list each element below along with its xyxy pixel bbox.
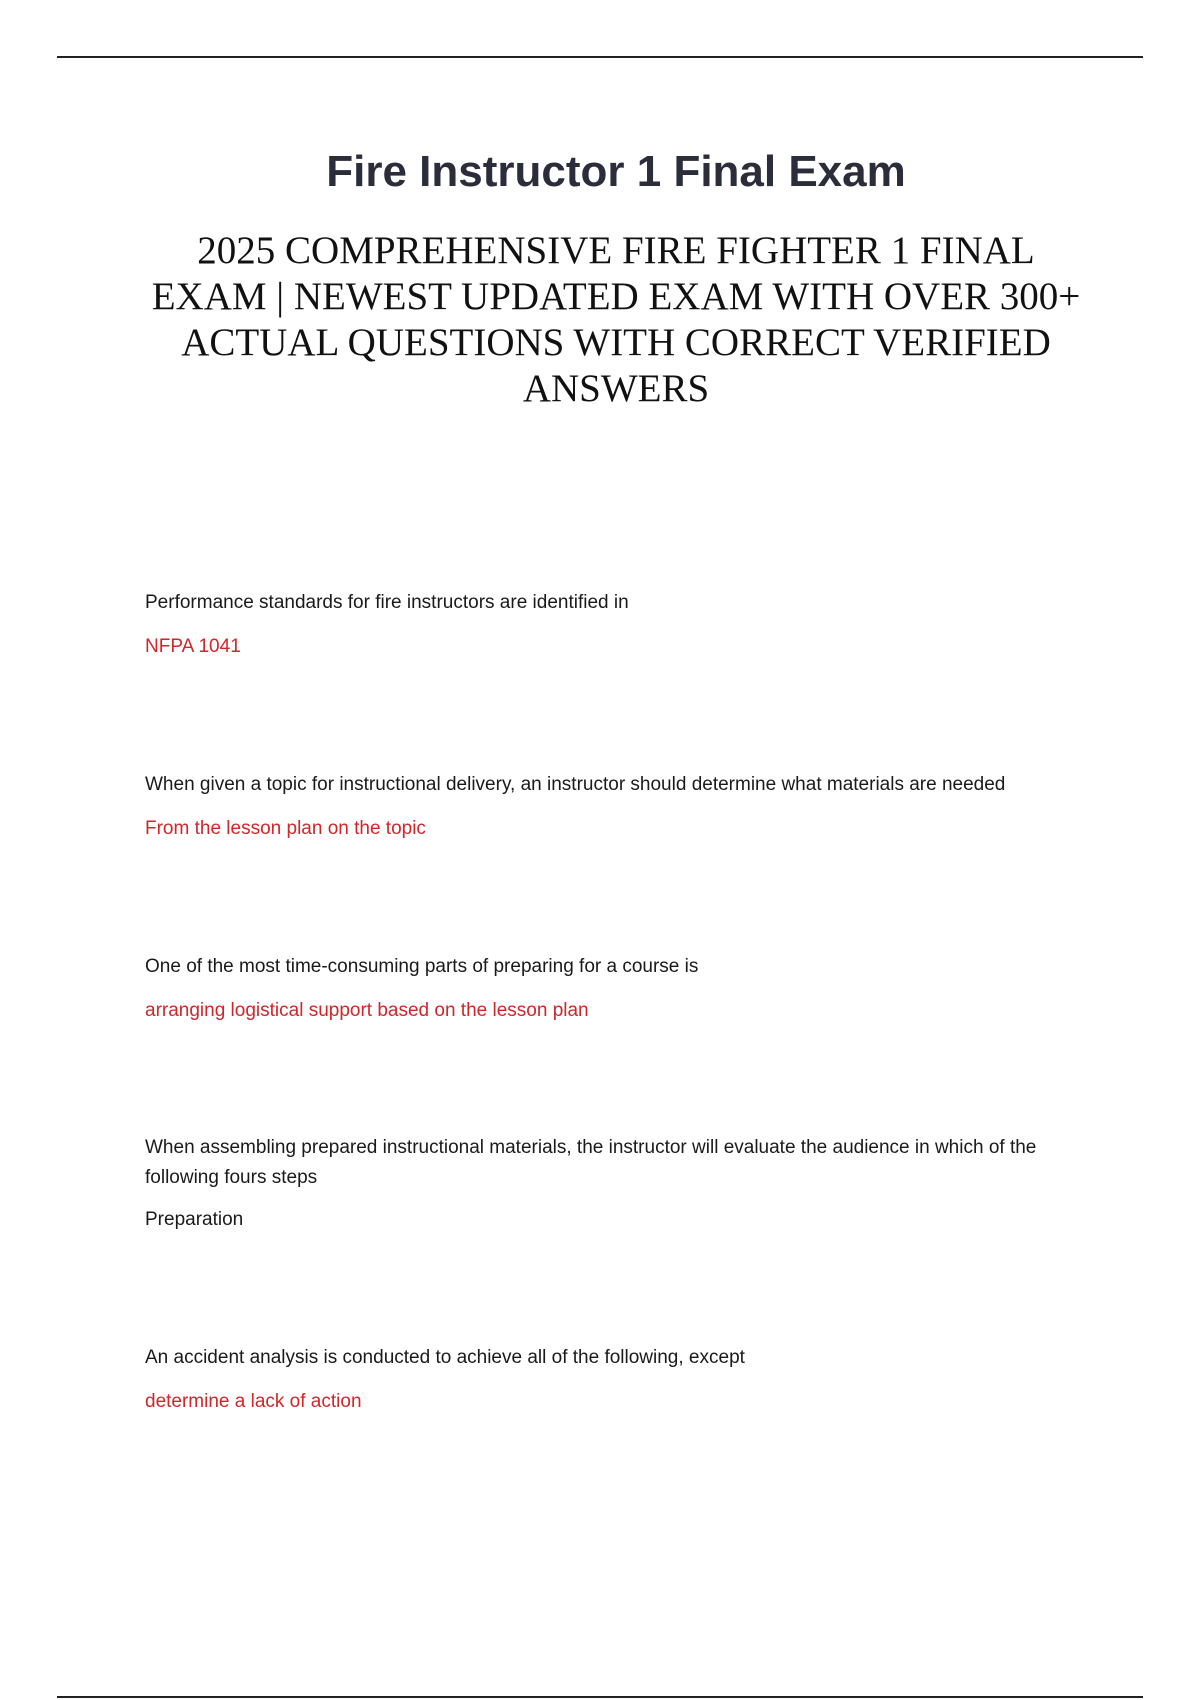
question-text: When assembling prepared instructional materials, the instructor will evaluate the audience in which of the following fours steps [145,1137,1037,1188]
footer-rule [57,1696,1143,1698]
qa-item [145,770,1095,844]
answer-text: arranging logistical support based on the lesson plan [145,1000,589,1021]
question-text: When given a topic for instructional delivery, an instructor should determine what materials are needed [145,774,1006,795]
qa-item [145,588,1095,662]
qa-item [145,1133,1095,1235]
answer-text: NFPA 1041 [145,636,241,657]
answer-text: determine a lack of action [145,1391,362,1412]
qa-item [145,1343,1095,1417]
question-text: Performance standards for fire instructors are identified in [145,592,629,613]
qa-item [145,952,1095,1026]
question-text: An accident analysis is conducted to achieve all of the following, except [145,1347,745,1368]
answer-text: From the lesson plan on the topic [145,818,426,839]
question-text: One of the most time-consuming parts of preparing for a course is [145,956,699,977]
header-rule [57,56,1143,58]
document-subtitle: 2025 COMPREHENSIVE FIRE FIGHTER 1 FINAL EXAM | NEWEST UPDATED EXAM WITH OVER 300+ ACTUAL QUESTIONS WITH CORRECT VERIFIED ANSWERS [151,229,1081,410]
document-title: Fire Instructor 1 Final Exam [326,147,906,196]
answer-text: Preparation [145,1209,244,1230]
